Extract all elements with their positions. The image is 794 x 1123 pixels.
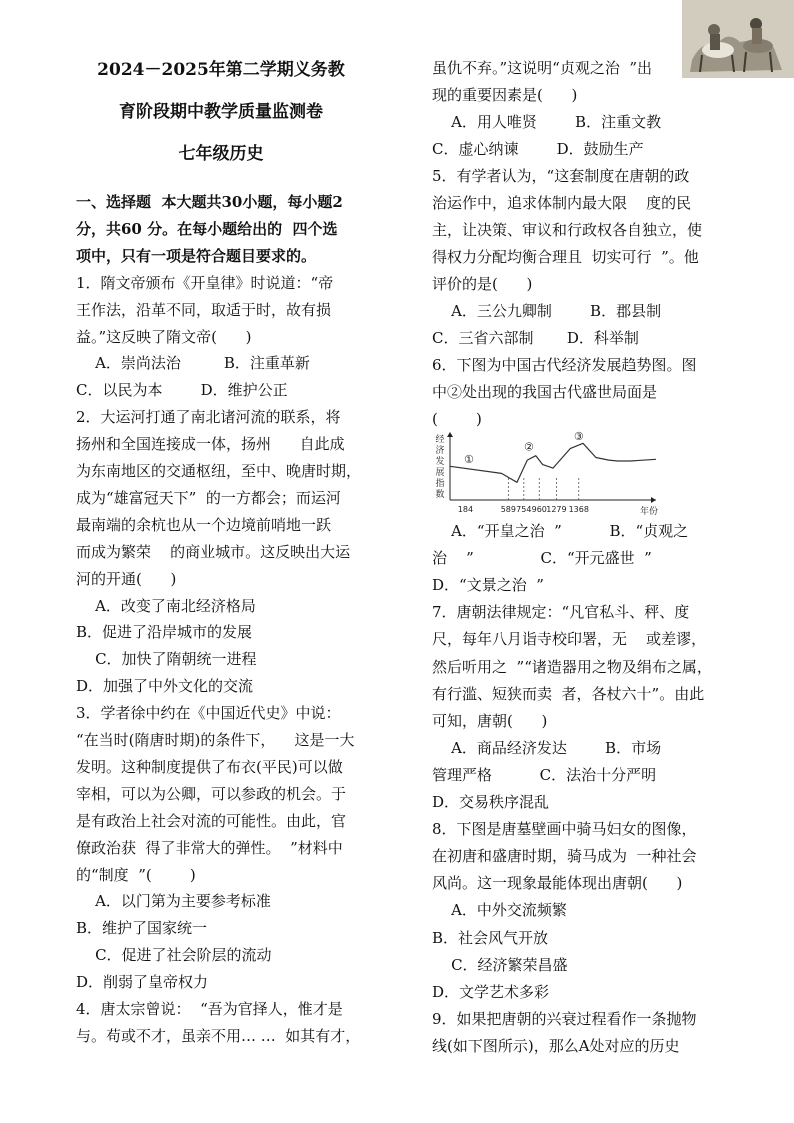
right-line-13: ( )	[432, 410, 482, 428]
left-line-4: 王作法，沿革不同，取适于时，故有损	[76, 300, 332, 319]
economy-trend-chart	[432, 430, 672, 518]
right-line-b-0: A．“开皇之治 ” B．“贞观之	[432, 522, 689, 540]
x-tick-label-2: 754	[516, 505, 532, 514]
right-line-b-10: D．交易秩序混乱	[432, 793, 550, 811]
left-line-30: 4．唐太宗曾说： “吾为官择人，惟才是	[76, 1000, 343, 1018]
left-line-28: C．促进了社会阶层的流动	[76, 946, 272, 965]
left-line-31: 与。苟或不才，虽亲不用… … 如其有才，	[76, 1026, 361, 1045]
y-axis-label-char-0: 经	[435, 435, 445, 445]
right-line-b-1: 治 ” C．“开元盛世 ”	[432, 549, 652, 568]
right-line-b-7: 可知，唐朝( )	[432, 711, 548, 730]
period-marker-2: ②	[524, 440, 534, 454]
right-line-10: C．三省六部制 D．科举制	[432, 329, 639, 347]
left-line-24: 僚政治获 得了非常大的弹性。 ”材料中	[76, 838, 343, 857]
right-line-b-2: D．“文景之治 ”	[432, 576, 544, 595]
left-line-6: A．崇尚法治 B．注重革新	[76, 354, 310, 373]
left-line-1: 分，共60 分。在每小题给出的 四个选	[76, 219, 338, 238]
right-line-0: 虽仇不弃。”这说明“贞观之治 ”出	[432, 59, 653, 77]
right-line-b-17: D．文学艺术多彩	[432, 982, 550, 1001]
left-line-29: D．削弱了皇帝权力	[76, 973, 209, 992]
trend-line	[450, 443, 656, 482]
y-axis-label-char-2: 发	[435, 457, 445, 467]
right-line-b-19: 线(如下图所示)，那么A处对应的历史	[432, 1036, 680, 1055]
right-line-12: 中②处出现的我国古代盛世局面是	[432, 383, 658, 401]
left-line-15: A．改变了南北经济格局	[76, 596, 256, 615]
right-line-11: 6．下图为中国古代经济发展趋势图。图	[432, 356, 697, 374]
left-line-2: 项中，只有一项是符合题目要求的。	[76, 246, 317, 265]
title-line-3: 七年级历史	[178, 144, 264, 164]
right-line-9: A．三公九卿制 B．郡县制	[432, 302, 662, 320]
right-line-b-5: 然后听用之 ”“诸造器用之物及绢布之属，	[432, 657, 712, 676]
left-line-14: 河的开通( )	[76, 569, 177, 588]
right-line-6: 主，让决策、审议和行政权各自独立，使	[432, 221, 703, 239]
y-axis-label-char-4: 指	[435, 479, 445, 489]
left-line-26: A．以门第为主要参考标准	[76, 892, 271, 911]
left-line-16: B．促进了沿岸城市的发展	[76, 623, 253, 642]
title-line-1: 2024－2025年第二学期义务教	[97, 60, 345, 80]
y-axis-arrow	[447, 432, 453, 437]
right-line-5: 治运作中，追求体制内最大限 度的民	[432, 194, 692, 212]
left-line-9: 扬州和全国连接成一体，扬州 自此成	[76, 435, 345, 454]
right-line-b-16: C．经济繁荣昌盛	[432, 955, 568, 974]
right-line-b-18: 9．如果把唐朝的兴衰过程看作一条抛物	[432, 1009, 697, 1028]
y-axis-label-char-5: 数	[435, 490, 445, 500]
right-line-b-13: 风尚。这一现象最能体现出唐朝( )	[432, 874, 683, 893]
period-marker-3: ③	[573, 430, 584, 443]
left-line-18: D．加强了中外文化的交流	[76, 677, 254, 696]
x-tick-label-1: 589	[500, 505, 517, 514]
chart-svg	[432, 430, 672, 518]
right-line-3: C．虚心纳谏 D．鼓励生产	[432, 140, 644, 158]
x-axis-label: 年份	[639, 507, 658, 517]
left-line-12: 最南端的余杭也从一个边境前哨地一跃	[76, 515, 332, 534]
left-line-21: 发明。这种制度提供了布衣(平民)可以做	[76, 757, 343, 776]
right-line-b-12: 在初唐和盛唐时期，骑马成为 一种社会	[432, 847, 697, 866]
y-axis-label-char-1: 济	[435, 446, 445, 456]
right-line-8: 评价的是( )	[432, 275, 533, 293]
left-line-19: 3．学者徐中约在《中国近代史》中说：	[76, 704, 341, 723]
right-line-b-3: 7．唐朝法律规定：“凡官私斗、秤、度	[432, 603, 690, 622]
left-line-3: 1．隋文帝颁布《开皇律》时说道：“帝	[76, 273, 334, 292]
right-line-4: 5．有学者认为，“这套制度在唐朝的政	[432, 167, 690, 185]
left-line-23: 是有政治上社会对流的可能性。由此，官	[76, 811, 347, 830]
right-line-b-14: A．中外交流频繁	[432, 901, 567, 920]
title-line-2: 育阶段期中教学质量监测卷	[119, 102, 323, 122]
x-axis-arrow	[651, 497, 656, 503]
left-line-8: 2．大运河打通了南北诸河流的联系，将	[76, 408, 341, 427]
left-line-0: 一、选择题 本大题共30小题，每小题2	[76, 193, 343, 211]
left-line-11: 成为“雄富冠天下” 的一方都会；而运河	[76, 488, 341, 507]
right-line-1: 现的重要因素是( )	[432, 86, 578, 104]
period-marker-1: ①	[463, 452, 474, 466]
left-line-7: C．以民为本 D．维护公正	[76, 381, 288, 400]
tang-mural-image	[682, 0, 794, 78]
right-line-b-9: 管理严格 C．法治十分严明	[432, 765, 657, 784]
left-line-17: C．加快了隋朝统一进程	[76, 650, 257, 669]
left-line-25: 的“制度 ”( )	[76, 865, 196, 884]
left-line-22: 宰相，可以为公卿，可以参政的机会。于	[76, 784, 347, 803]
left-line-27: B．维护了国家统一	[76, 919, 208, 938]
left-line-10: 为东南地区的交通枢纽，至中、晚唐时期，	[76, 462, 362, 480]
left-line-20: “在当时(隋唐时期)的条件下， 这是一大	[76, 731, 355, 749]
right-line-7: 得权力分配均衡合理且 切实可行 ”。他	[432, 248, 699, 266]
x-tick-label-4: 1279	[546, 505, 567, 514]
right-line-b-15: B．社会风气开放	[432, 928, 549, 947]
left-line-13: 而成为繁荣 的商业城市。这反映出大运	[76, 542, 351, 561]
right-line-b-8: A．商品经济发达 B．市场	[432, 738, 662, 757]
right-line-b-6: 有行滥、短狭而卖 者，各杖六十”。由此	[432, 684, 705, 703]
x-tick-label-3: 960	[531, 505, 547, 514]
y-axis-label-char-3: 展	[435, 468, 445, 478]
left-line-5: 益。”这反映了隋文帝( )	[76, 327, 252, 346]
right-line-b-4: 尺，每年八月诣寺校印署，无 或差谬，	[432, 630, 707, 649]
x-tick-label-0: 184	[457, 505, 474, 514]
right-line-2: A．用人唯贤 B．注重文教	[432, 113, 662, 131]
right-line-b-11: 8．下图是唐墓壁画中骑马妇女的图像，	[432, 820, 697, 839]
x-tick-label-5: 1368	[568, 505, 589, 514]
